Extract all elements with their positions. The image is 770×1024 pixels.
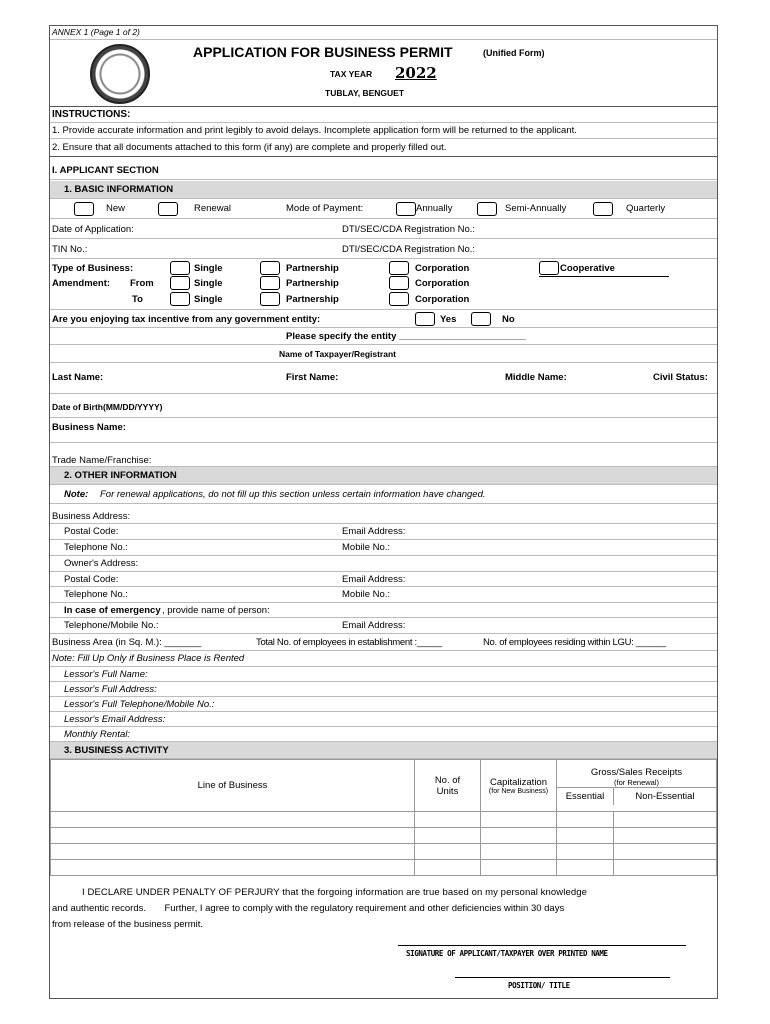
tax-year-label: TAX YEAR — [330, 69, 373, 79]
renewal-note: For renewal applications, do not fill up this section unless certain information have changed. — [100, 489, 486, 500]
new-label: New — [106, 203, 126, 214]
mode-of-payment-label: Mode of Payment: — [286, 203, 364, 214]
last-name-label: Last Name: — [52, 372, 104, 383]
amendment-from-label: From — [130, 278, 154, 289]
from-corporation-checkbox[interactable] — [389, 276, 409, 290]
capitalization-header — [481, 760, 557, 812]
to-partnership-checkbox[interactable] — [260, 292, 280, 306]
other-info-heading: 2. OTHER INFORMATION — [64, 470, 177, 481]
basic-info-heading: 1. BASIC INFORMATION — [64, 184, 174, 195]
amendment-label: Amendment: — [52, 278, 111, 289]
table-row[interactable] — [51, 844, 717, 860]
amendment-to-label: To — [132, 294, 143, 305]
tax-incentive-question: Are you enjoying tax incentive from any government entity: — [52, 314, 321, 325]
units-label: Units — [436, 785, 459, 797]
business-area-field[interactable]: Business Area (in Sq. M.): _______ — [52, 637, 202, 648]
signature-caption: SIGNATURE OF APPLICANT/TAXPAYER OVER PRINTED NAME — [406, 949, 608, 958]
quarterly-checkbox[interactable] — [593, 202, 613, 216]
non-essential-label: Non-Essential — [635, 790, 695, 802]
capitalization-label: Capitalization — [489, 776, 548, 788]
emergency-instruction: , provide name of person: — [162, 605, 270, 616]
mobile-label: Mobile No.: — [342, 589, 391, 600]
dti-registration-label: DTI/SEC/CDA Registration No.: — [342, 224, 476, 235]
postal-code-label: Postal Code: — [64, 574, 119, 585]
tax-incentive-yes-checkbox[interactable] — [415, 312, 435, 326]
units-header — [415, 760, 481, 812]
corporation-label: Corporation — [415, 263, 470, 274]
specify-entity-field[interactable]: Please specify the entity ________________________ — [286, 331, 526, 342]
monthly-rental-label: Monthly Rental: — [64, 729, 131, 740]
type-partnership-checkbox[interactable] — [260, 261, 280, 275]
table-row[interactable] — [51, 812, 717, 828]
for-renewal-label: (for Renewal) — [613, 777, 659, 787]
owners-address-label: Owner's Address: — [64, 558, 139, 569]
renewal-label: Renewal — [194, 203, 231, 214]
tax-year-value: 2022 — [395, 64, 437, 82]
quarterly-label: Quarterly — [626, 203, 666, 214]
yes-label: Yes — [440, 314, 457, 325]
annex-label: ANNEX 1 (Page 1 of 2) — [52, 27, 140, 37]
lessor-email-label: Lessor's Email Address: — [64, 714, 166, 725]
position-line[interactable] — [455, 977, 670, 978]
trade-name-label: Trade Name/Franchise: — [52, 455, 152, 466]
gross-receipts-header — [557, 760, 717, 812]
no-label: No — [502, 314, 515, 325]
email-label: Email Address: — [342, 574, 406, 585]
cooperative-label: Cooperative — [560, 263, 615, 274]
from-partnership-checkbox[interactable] — [260, 276, 280, 290]
rented-note: Note: Fill Up Only if Business Place is Rented — [52, 653, 245, 664]
business-activity-table — [50, 759, 717, 876]
middle-name-label: Middle Name: — [505, 372, 567, 383]
semi-annually-label: Semi-Annually — [505, 203, 567, 214]
business-activity-heading: 3. BUSINESS ACTIVITY — [64, 745, 169, 756]
business-name-label: Business Name: — [52, 422, 126, 433]
taxpayer-name-heading: Name of Taxpayer/Registrant — [279, 349, 396, 359]
mobile-label: Mobile No.: — [342, 542, 391, 553]
civil-status-label: Civil Status: — [653, 372, 708, 383]
date-of-birth-label: Date of Birth(MM/DD/YYYY) — [52, 402, 163, 412]
annually-checkbox[interactable] — [396, 202, 416, 216]
from-single-checkbox[interactable] — [170, 276, 190, 290]
declaration-line-2: and authentic records. Further, I agree to comply with the regulatory requirement and other deficiencies within 30 days — [52, 903, 565, 914]
lessor-name-label: Lessor's Full Name: — [64, 669, 148, 680]
emergency-email-label: Email Address: — [342, 620, 406, 631]
email-label: Email Address: — [342, 526, 406, 537]
renewal-checkbox[interactable] — [158, 202, 178, 216]
declaration-line-3: from release of the business permit. — [52, 919, 204, 930]
dti-registration-label: DTI/SEC/CDA Registration No.: — [342, 244, 476, 255]
municipal-seal-icon — [90, 44, 150, 104]
first-name-label: First Name: — [286, 372, 339, 383]
semi-annually-checkbox[interactable] — [477, 202, 497, 216]
type-single-checkbox[interactable] — [170, 261, 190, 275]
lessor-phone-label: Lessor's Full Telephone/Mobile No.: — [64, 699, 215, 710]
instructions-heading: INSTRUCTIONS: — [52, 109, 131, 120]
type-cooperative-checkbox[interactable] — [539, 261, 559, 275]
position-caption: POSITION/ TITLE — [508, 981, 570, 990]
line-of-business-label: Line of Business — [197, 780, 268, 791]
gross-receipts-label: Gross/Sales Receipts — [590, 766, 683, 778]
lgu-employees-field[interactable]: No. of employees residing within LGU: ______ — [483, 637, 666, 648]
type-corporation-checkbox[interactable] — [389, 261, 409, 275]
total-employees-field[interactable]: Total No. of employees in establishment :_____ — [256, 637, 442, 648]
to-corporation-checkbox[interactable] — [389, 292, 409, 306]
no-of-label: No. of — [434, 774, 461, 786]
single-label: Single — [194, 278, 223, 289]
application-form — [49, 25, 718, 999]
corporation-label: Corporation — [415, 278, 470, 289]
essential-label: Essential — [557, 788, 614, 805]
type-of-business-label: Type of Business: — [52, 263, 134, 274]
telephone-label: Telephone No.: — [64, 542, 128, 553]
table-row[interactable] — [51, 860, 717, 876]
line-of-business-header — [51, 760, 415, 812]
form-title: APPLICATION FOR BUSINESS PERMIT — [193, 44, 453, 60]
corporation-label: Corporation — [415, 294, 470, 305]
emergency-phone-label: Telephone/Mobile No.: — [64, 620, 159, 631]
location: TUBLAY, BENGUET — [325, 88, 405, 98]
business-type-block — [50, 260, 717, 310]
partnership-label: Partnership — [286, 278, 339, 289]
signature-line[interactable] — [398, 945, 686, 946]
annually-label: Annually — [416, 203, 453, 214]
note-label: Note: — [64, 489, 89, 500]
lessor-address-label: Lessor's Full Address: — [64, 684, 157, 695]
instruction-item: 2. Ensure that all documents attached to this form (if any) are complete and properly filled out. — [52, 142, 447, 153]
tin-label: TIN No.: — [52, 244, 88, 255]
partnership-label: Partnership — [286, 294, 339, 305]
applicant-section-heading: I. APPLICANT SECTION — [52, 165, 159, 176]
for-new-business-label: (for New Business) — [488, 787, 549, 795]
date-of-application-label: Date of Application: — [52, 224, 134, 235]
single-label: Single — [194, 294, 223, 305]
annex-row — [50, 26, 717, 40]
single-label: Single — [194, 263, 223, 274]
instruction-item: 1. Provide accurate information and print legibly to avoid delays. Incomplete application form will be returned to the applicant. — [52, 125, 577, 136]
partnership-label: Partnership — [286, 263, 339, 274]
declaration-line-1: I DECLARE UNDER PENALTY OF PERJURY that the forgoing information are true based on my personal knowledge — [82, 887, 587, 898]
postal-code-label: Postal Code: — [64, 526, 119, 537]
to-single-checkbox[interactable] — [170, 292, 190, 306]
business-address-label: Business Address: — [52, 511, 131, 522]
telephone-label: Telephone No.: — [64, 589, 128, 600]
form-subtitle: (Unified Form) — [483, 48, 545, 58]
new-checkbox[interactable] — [74, 202, 94, 216]
application-type-row — [50, 199, 717, 219]
table-row[interactable] — [51, 828, 717, 844]
emergency-label: In case of emergency — [64, 605, 161, 616]
tax-incentive-no-checkbox[interactable] — [471, 312, 491, 326]
